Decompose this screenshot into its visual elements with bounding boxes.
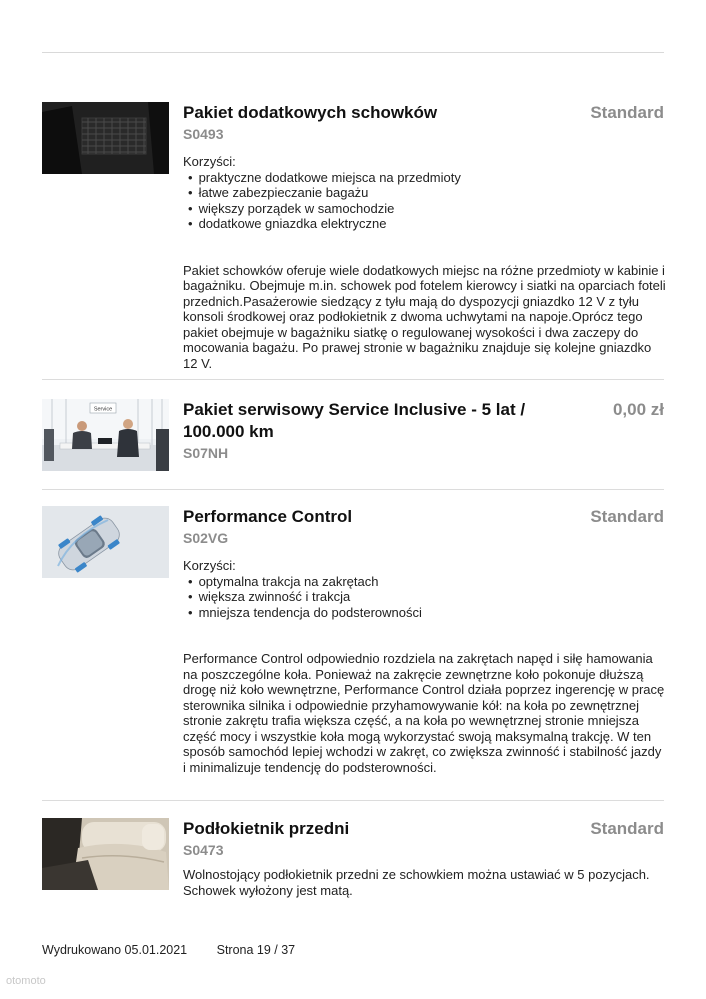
service-office-image bbox=[42, 399, 169, 471]
option-title: Pakiet serwisowy Service Inclusive - 5 lat / 100.000 km bbox=[183, 400, 526, 441]
storage-net-image bbox=[42, 102, 169, 174]
benefit-item: • łatwe zabezpieczanie bagażu bbox=[188, 185, 664, 201]
benefit-item: • dodatkowe gniazdka elektryczne bbox=[188, 216, 664, 232]
option-code: S0493 bbox=[183, 126, 224, 142]
armrest-image bbox=[42, 818, 169, 890]
option-description: Wolnostojący podłokietnik przedni ze schowkiem można ustawiać w 5 pozycjach. Schowek wyłożony jest matą. bbox=[183, 867, 650, 898]
page-number: Strona 19 / 37 bbox=[216, 943, 296, 957]
option-price: 0,00 zł bbox=[612, 400, 664, 419]
benefit-item: • większa zwinność i trakcja bbox=[188, 589, 664, 605]
item-divider bbox=[42, 489, 664, 490]
benefits-label: Korzyści: bbox=[183, 558, 236, 573]
item-divider bbox=[42, 379, 664, 380]
benefit-item: • optymalna trakcja na zakrętach bbox=[188, 574, 664, 590]
service-sign-text: Service bbox=[93, 406, 113, 413]
benefits-list bbox=[183, 574, 664, 621]
benefit-item: • mniejsza tendencja do podsterowności bbox=[188, 605, 664, 621]
header-divider bbox=[42, 52, 664, 53]
option-price: Standard bbox=[590, 507, 664, 526]
option-code: S0473 bbox=[183, 842, 224, 858]
option-code: S07NH bbox=[183, 445, 229, 461]
benefit-item: • praktyczne dodatkowe miejsca na przedmioty bbox=[188, 170, 664, 186]
option-title: Pakiet dodatkowych schowków bbox=[183, 103, 438, 122]
option-code: S02VG bbox=[183, 530, 229, 546]
page-footer bbox=[42, 943, 295, 957]
benefit-item: • większy porządek w samochodzie bbox=[188, 201, 664, 217]
option-title: Performance Control bbox=[183, 507, 353, 526]
item-divider bbox=[42, 800, 664, 801]
car-cornering-image bbox=[42, 506, 169, 578]
option-description: Pakiet schowków oferuje wiele dodatkowych miejsc na różne przedmioty w kabinie i bagażniku. Obejmuje m.in. schowek pod fotelem kierowcy i siatki na oparciach foteli przednich.Pasażerowie siedzący z tyłu mają do dyspozycji gniazdko 12 V z tyłu konsoli środkowej oraz podłokietnik z dwoma uchwytami na napoje.Oprócz tego pakiet obejmuje w bagażniku siatkę o regulowanej wysokości i dwa zaczepy do mocowania bagażu. Po prawej stronie w bagażniku znajduje się kolejne gniazdko 12 V. bbox=[183, 262, 666, 371]
option-price: Standard bbox=[590, 819, 664, 838]
option-price: Standard bbox=[590, 103, 664, 122]
benefits-label: Korzyści: bbox=[183, 154, 236, 169]
option-title: Podłokietnik przedni bbox=[183, 819, 350, 838]
option-description: Performance Control odpowiednio rozdziela na zakrętach napęd i siłę hamowania na poszczególne koła. Ponieważ na zakręcie zewnętrzne koło pokonuje dłuższą drogę niż koło wewnętrzne, Performance Control działa poprzez ingerencję w pracę sterownika silnika i odpowiednie przyhamowywanie kół: na koła po zewnętrznej stronie zakrętu trafia większa część, a na koła po wewnętrznej stronie mniejsza część mocy i wszystkie koła mogą wykorzystać swoją maksymalną trakcję. W ten sposób samochód lepiej wchodzi w zakręt, co zwiększa zwinność i stabilność jazdy i minimalizuje tendencję do podsterowności. bbox=[183, 651, 665, 775]
watermark-logo: otomoto bbox=[6, 975, 46, 987]
printed-date: Wydrukowano 05.01.2021 bbox=[42, 943, 188, 957]
benefits-list bbox=[183, 170, 664, 232]
